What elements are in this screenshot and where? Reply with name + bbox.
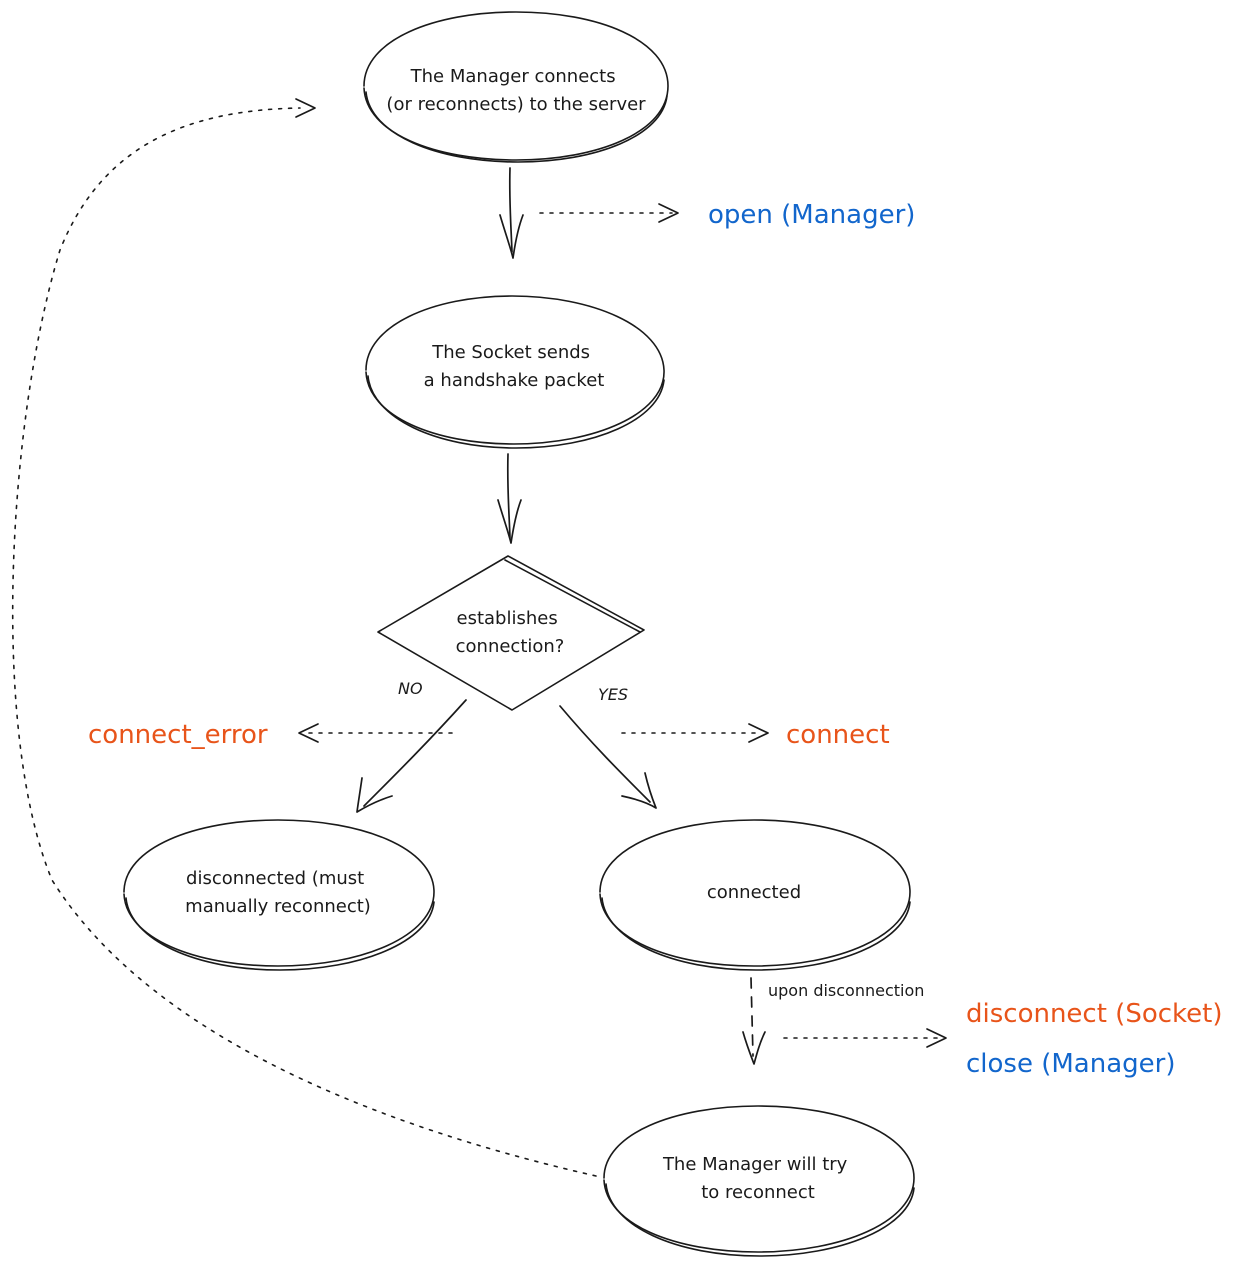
event-disconnect-label: disconnect (Socket): [966, 999, 1223, 1029]
edge-connect-event: [622, 720, 890, 750]
edge-yes-branch: [560, 706, 656, 808]
edge-disconnect-close-events: [784, 999, 1223, 1079]
event-connect-error-label: connect_error: [88, 720, 268, 750]
edge-manager-to-handshake: [500, 168, 523, 258]
node-socket-handshake: [366, 296, 664, 448]
node-label: The Manager will try to reconnect: [662, 1154, 848, 1203]
node-disconnected: [124, 820, 434, 970]
node-label: establishes connection?: [455, 608, 565, 657]
event-open-label: open (Manager): [708, 200, 916, 230]
edge-connect-error-event: [88, 720, 452, 750]
node-label: connected: [706, 882, 802, 903]
edge-open-event: [540, 200, 915, 230]
node-connected: [600, 820, 910, 970]
node-label: The Manager connects (or reconnects) to the server: [386, 66, 646, 115]
event-connect-label: connect: [786, 720, 890, 750]
node-manager-connects: [364, 12, 668, 162]
node-manager-will-reconnect: [604, 1106, 914, 1256]
node-label: disconnected (must manually reconnect): [185, 868, 371, 917]
edge-connected-to-reconnect: [743, 978, 924, 1064]
event-close-label: close (Manager): [966, 1049, 1176, 1079]
edge-label-upon-disconnection: upon disconnection: [768, 981, 925, 1000]
node-label: The Socket sends a handshake packet: [423, 342, 605, 391]
edge-no-branch: [357, 700, 466, 812]
edge-label-no: NO: [398, 679, 423, 698]
edge-handshake-to-decision: [498, 454, 521, 543]
edge-label-yes: YES: [598, 685, 629, 704]
